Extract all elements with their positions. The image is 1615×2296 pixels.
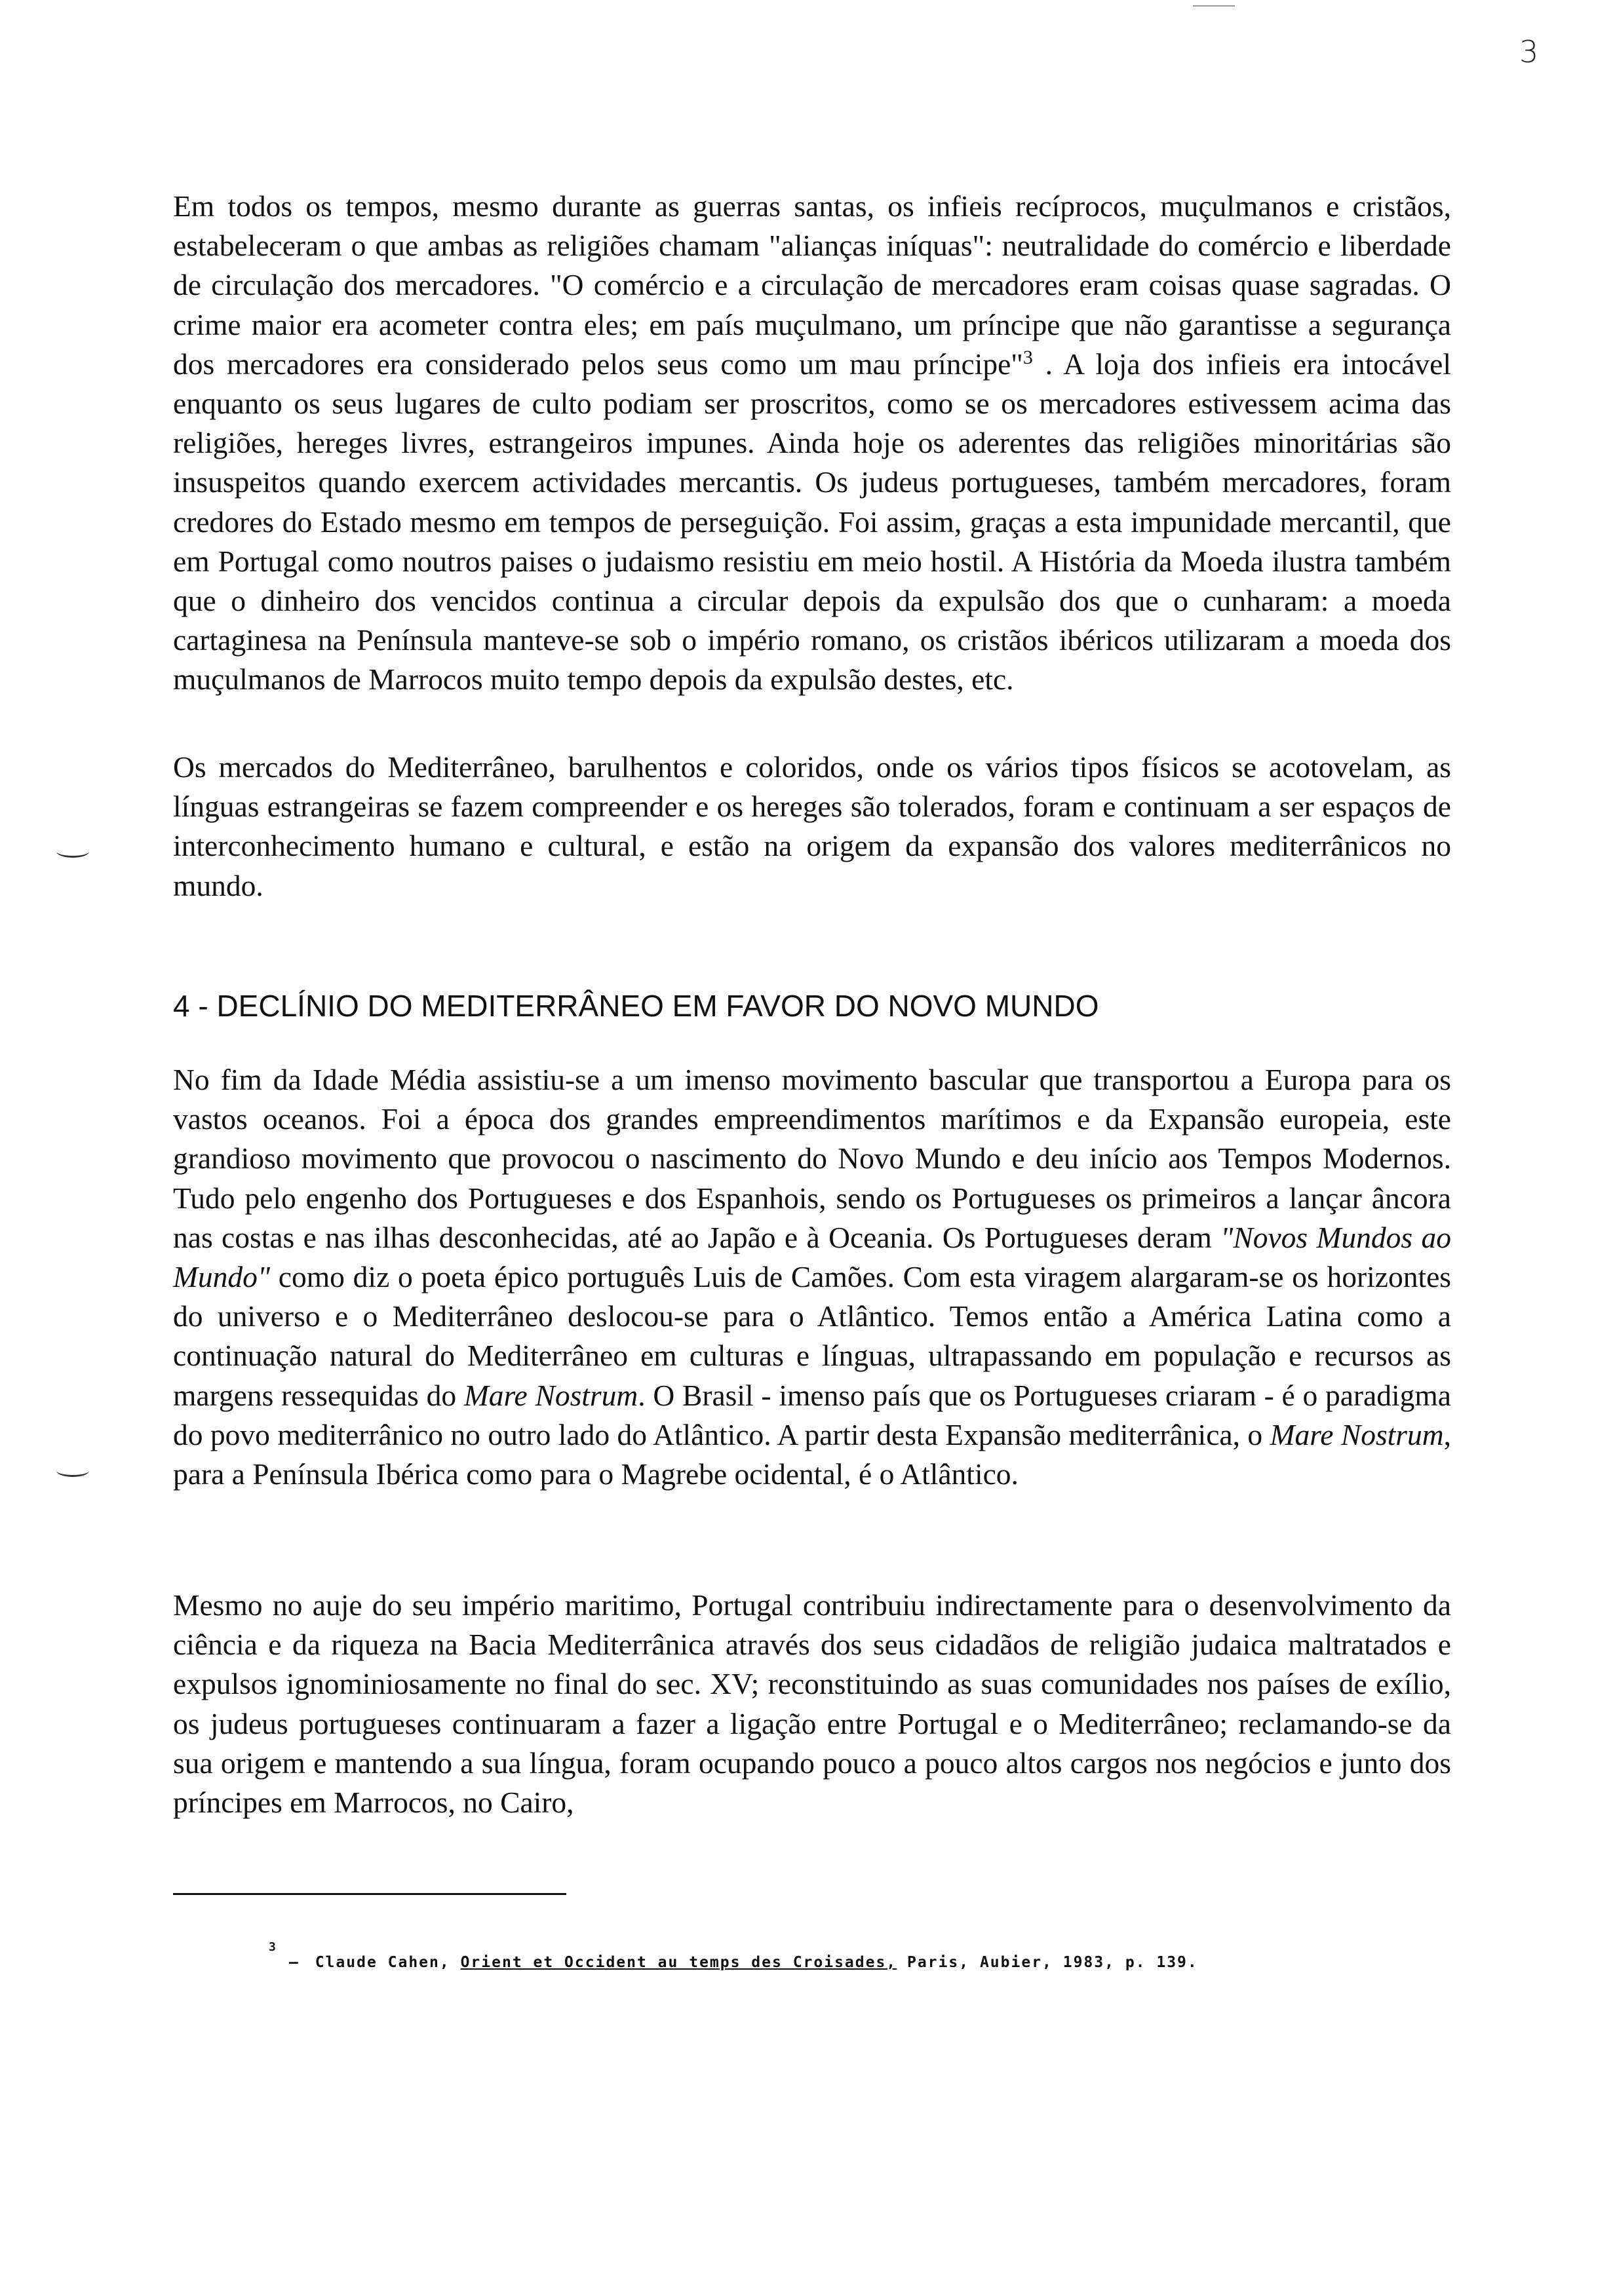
footnote — [269, 1940, 1514, 1971]
scan-mark — [1193, 5, 1235, 7]
section-heading: 4 - DECLÍNIO DO MEDITERRÂNEO EM FAVOR DO NOVO MUNDO — [173, 989, 1099, 1023]
italic-text: "Novos Mundos ao Mundo" — [173, 1220, 1451, 1294]
text-segment: , para a Península Ibérica como para o Magrebe ocidental, é o Atlântico. — [173, 1417, 1451, 1491]
footnote-title: Orient et Occident au temps des Croisades, — [460, 1954, 897, 1971]
paragraph-3 — [173, 1060, 1451, 1494]
paragraph-text — [173, 1586, 1451, 1822]
footnote-author: Claude Cahen, — [315, 1954, 450, 1971]
paragraph-1 — [173, 187, 1451, 700]
paragraph-text — [173, 1060, 1451, 1494]
margin-mark — [56, 845, 89, 858]
italic-text: Mare Nostrum — [463, 1378, 638, 1412]
margin-mark — [56, 1464, 89, 1477]
text-segment: como diz o poeta épico português Luis de Camões. Com esta viragem alargaram-se os horizontes do universo e o Mediterrâneo deslocou-se para o Atlântico. Temos então a América Latina como a continuação natural do Mediterrâneo em culturas e línguas, ultrapassando em população e recursos as margens ressequidas do — [173, 1260, 1451, 1412]
text-segment: No fim da Idade Média assistiu-se a um imenso movimento bascular que transportou a Europa para os vastos oceanos. Foi a época dos grandes empreendimentos marítimos e da Expansão europeia, este grandioso movimento que provocou o nascimento do Novo Mundo e deu início aos Tempos Modernos. Tudo pelo engenho dos Portugueses e dos Espanhois, sendo os Portugueses os primeiros a lançar âncora nas costas e nas ilhas desconhecidas, até ao Japão e à Oceania. Os Portugueses deram — [173, 1063, 1451, 1254]
footnote-dash: — — [288, 1954, 300, 1971]
text-segment: Mesmo no auje do seu império maritimo, Portugal contribuiu indirectamente para o desenvolvimento da ciência e da riqueza na Bacia Mediterrânica através dos seus cidadãos de religião judaica maltratados e expulsos ignominiosamente no final do sec. XV; reconstituindo as suas comunidades nos países de exílio, os judeus portugueses continuaram a fazer a ligação entre Portugal e o Mediterrâneo; reclamando-se da sua origem e mantendo a sua língua, foram ocupando pouco a pouco altos cargos nos negócios e junto dos príncipes em Marrocos, no Cairo, — [173, 1588, 1451, 1820]
italic-text: Mare Nostrum — [1270, 1417, 1444, 1451]
text-segment: . O Brasil - imenso país que os Portugueses criaram - é o paradigma do povo mediterrânico no outro lado do Atlântico. A partir desta Expansão mediterrânica, o — [173, 1378, 1451, 1451]
footnote-separator — [173, 1893, 566, 1895]
footnote-publication: Paris, Aubier, 1983, p. 139. — [907, 1954, 1198, 1971]
footnote-ref: 3 — [1022, 346, 1033, 368]
paragraph-4 — [173, 1586, 1451, 1822]
page-number: 3 — [1519, 34, 1539, 69]
footnote-number: 3 — [269, 1940, 277, 1955]
paragraph-text: Os mercados do Mediterrâneo, barulhentos e coloridos, onde os vários tipos físicos se acotovelam, as línguas estrangeiras se fazem compreender e os hereges são tolerados, foram e continuam a ser espaços de interconhecimento humano e cultural, e estão na origem da expansão dos valores mediterrânicos no mundo. — [173, 750, 1451, 902]
paragraph-text: . A loja dos infieis era intocável enquanto os seus lugares de culto podiam ser proscritos, como se os mercadores estivessem acima das religiões, hereges livres, estrangeiros impunes. Ainda hoje os aderentes das religiões minoritárias são insuspeitos quando exercem actividades mercantis. Os judeus portugueses, também mercadores, foram credores do Estado mesmo em tempos de perseguição. Foi assim, graças a esta impunidade mercantil, que em Portugal como noutros paises o judaismo resistiu em meio hostil. A História da Moeda ilustra também que o dinheiro dos vencidos continua a circular depois da expulsão dos que o cunharam: a moeda cartaginesa na Península manteve-se sob o império romano, os cristãos ibéricos utilizaram a moeda dos muçulmanos de Marrocos muito tempo depois da expulsão destes, etc. — [173, 347, 1451, 697]
paragraph-text: Em todos os tempos, mesmo durante as guerras santas, os infieis recíprocos, muçulmanos e cristãos, estabeleceram o que ambas as religiões chamam "alianças iníquas": neutralidade do comércio e liberdade de circulação dos mercadores. "O comércio e a circulação de mercadores eram coisas quase sagradas. O crime maior era acometer contra eles; em país muçulmano, um príncipe que não garantisse a segurança dos mercadores era considerado pelos seus como um mau príncipe" — [173, 189, 1451, 381]
paragraph-2 — [173, 748, 1451, 906]
